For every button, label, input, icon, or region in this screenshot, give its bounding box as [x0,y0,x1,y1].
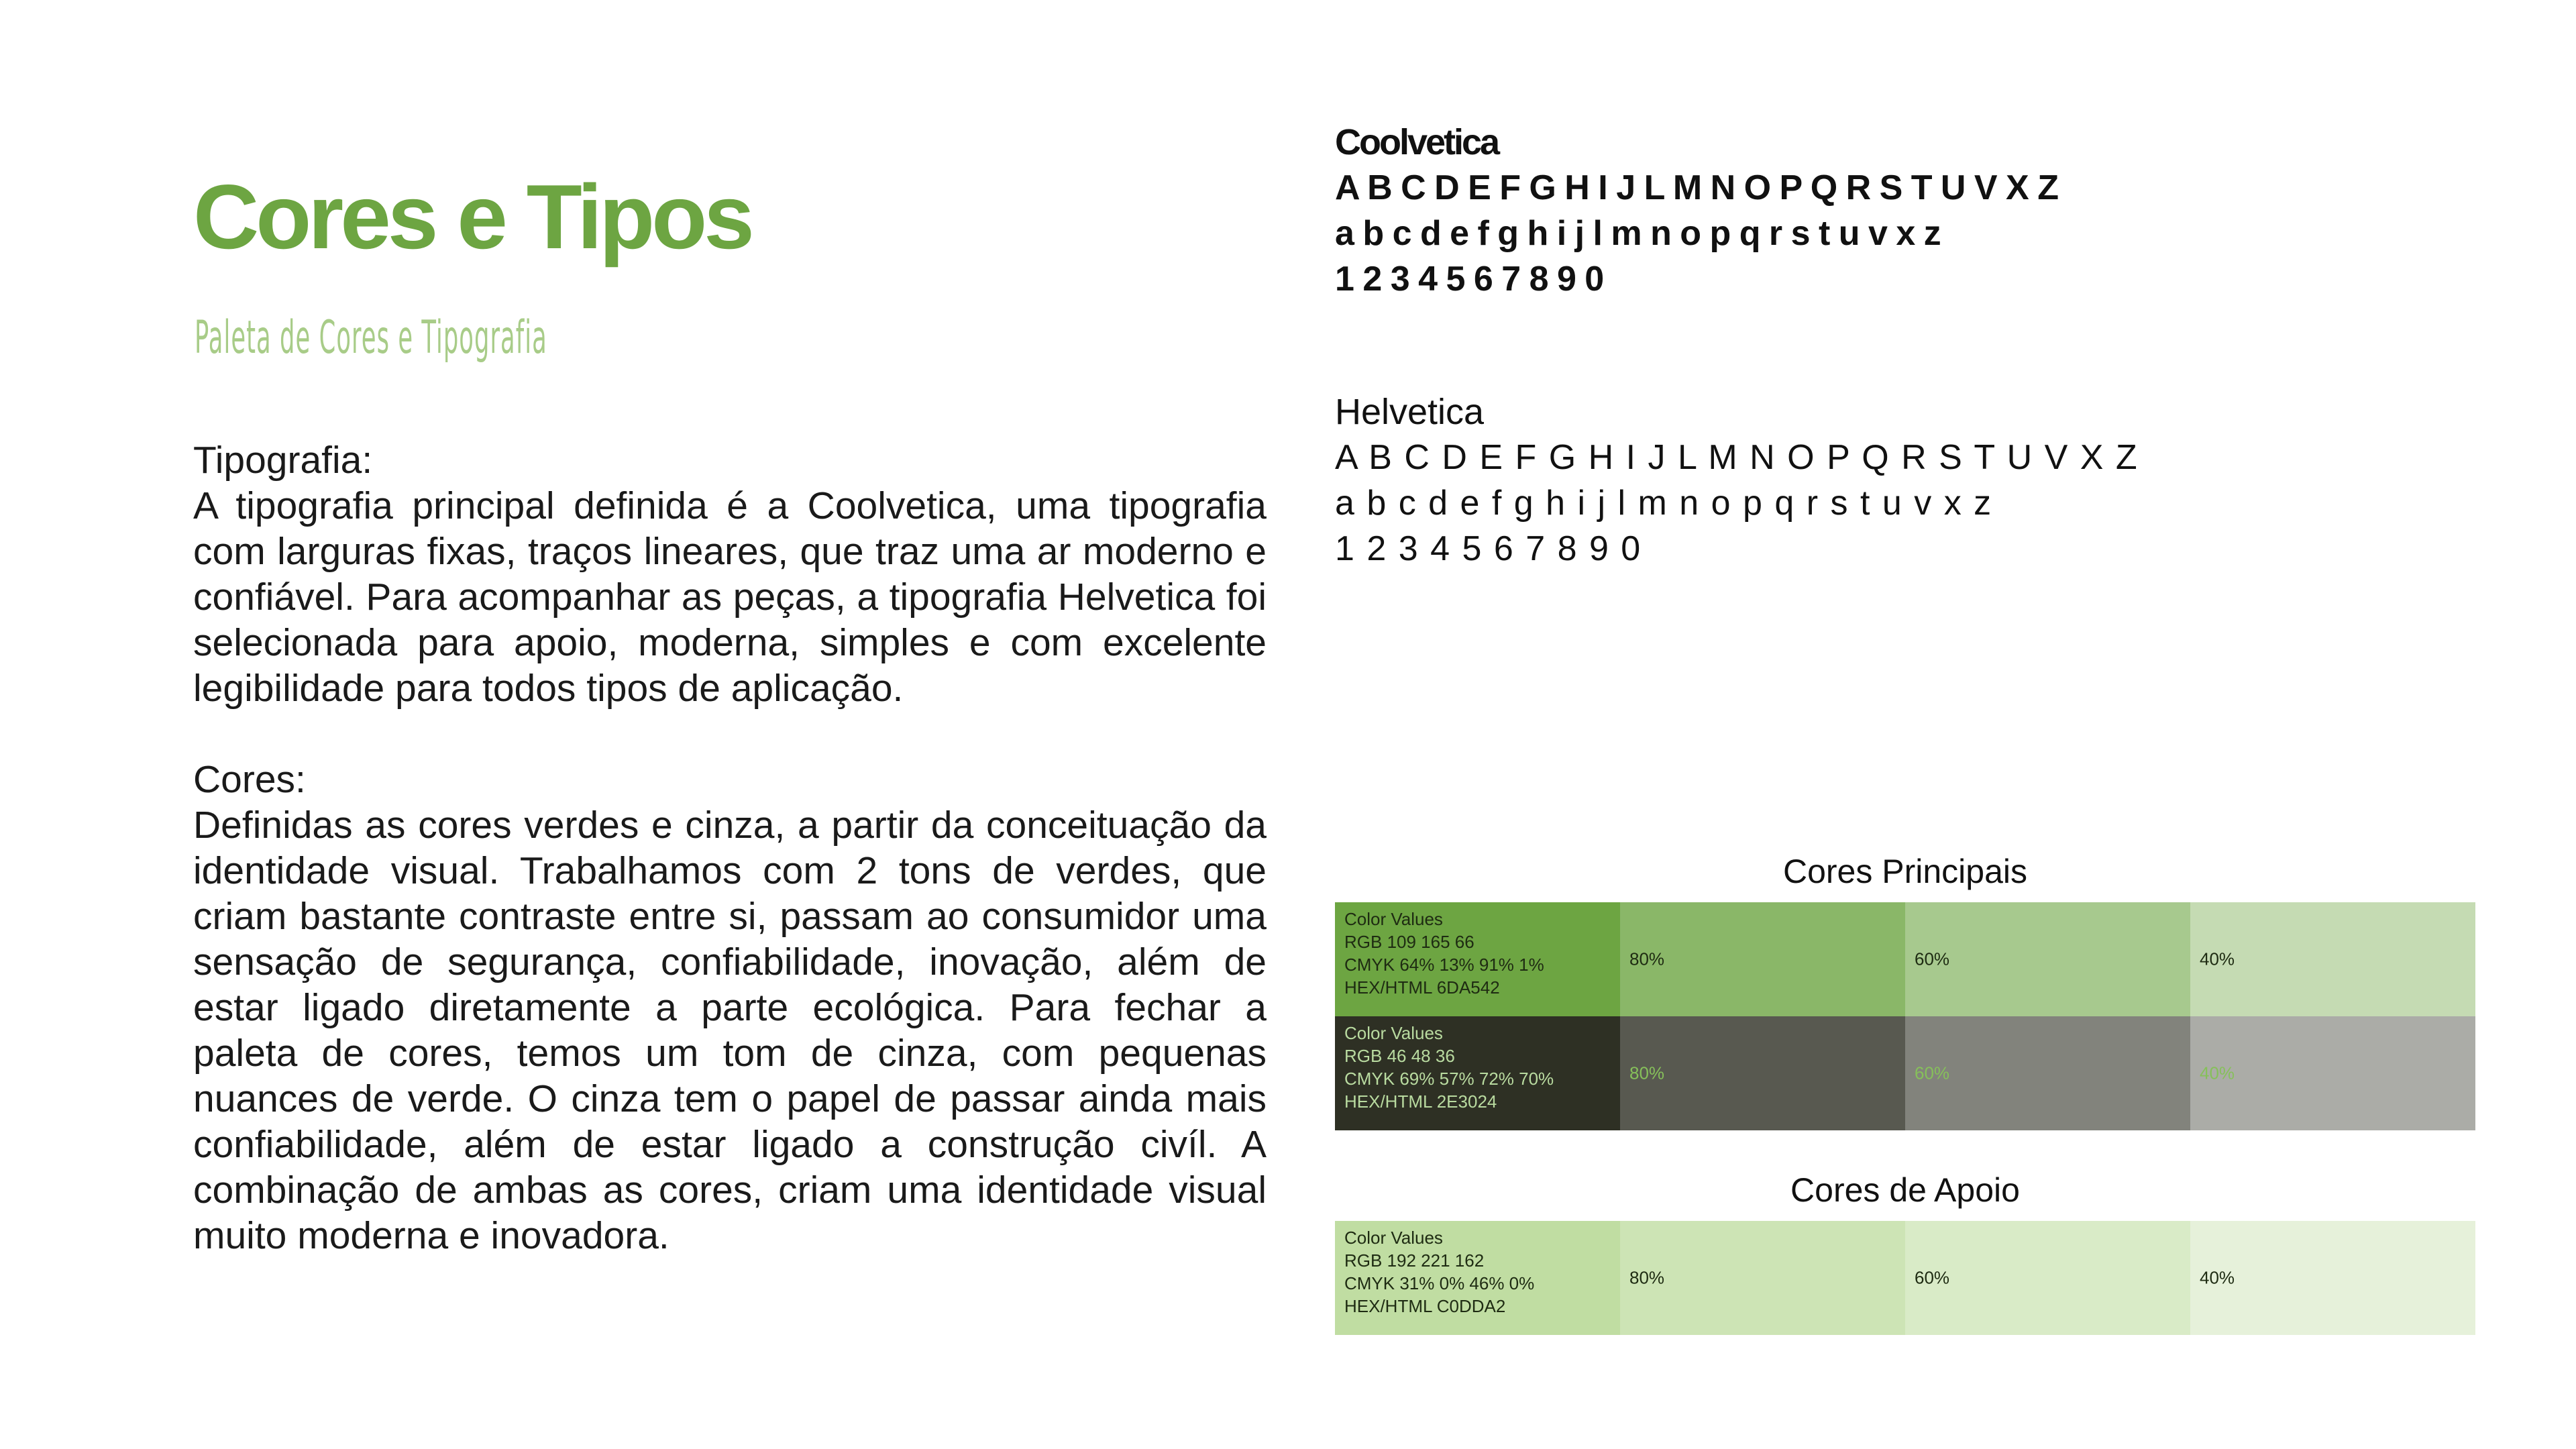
swatch-tint-80 [1620,902,1905,1016]
swatch-base [1335,1221,1620,1335]
tint-label: 80% [1629,949,1665,969]
color-row-grey [1335,1016,2475,1130]
secondary-font-name: Helvetica [1335,392,1485,432]
tint-label: 60% [1915,1267,1950,1288]
swatch-tint-60 [1905,1221,2190,1335]
description-text [193,437,1267,1258]
color-cmyk: CMYK 69% 57% 72% 70% [1344,1069,1554,1089]
typography-paragraph: A tipografia principal definida é a Coolvetica, uma tipografia com larguras fixas, traços lineares, que traz uma ar moderno e confiável. Para acompanhar as peças, a tipografia Helvetica foi selecionada para apoio, moderna, simples e com excelente legibilidade para todos tipos de aplicação. [193,484,1267,710]
typography-heading: Tipografia: [193,439,373,482]
secondary-font-lowercase: a b c d e f g h i j l m n o p q r s t u v x z [1335,484,1993,523]
tint-label: 60% [1915,949,1950,969]
colors-heading: Cores: [193,758,306,801]
color-rgb: RGB 109 165 66 [1344,932,1474,952]
color-rgb: RGB 192 221 162 [1344,1250,1485,1271]
primary-font-digits: 1 2 3 4 5 6 7 8 9 0 [1335,260,1604,299]
color-row-light-green [1335,1221,2475,1335]
swatch-tint-40 [2190,1221,2475,1335]
primary-font-specimen [1335,119,2058,302]
tint-label: 40% [2200,1267,2235,1288]
color-values [1335,1221,1620,1318]
colors-paragraph: Definidas as cores verdes e cinza, a partir da conceituação da identidade visual. Trabalhamos com 2 tons de verdes, que criam bastante contraste entre si, passam ao consumidor uma sensação de segurança, confiabilidade, inovação, além de estar ligado diretamente a parte ecológica. Para fechar a paleta de cores, temos um tom de cinza, com pequenas nuances de verde. O cinza tem o papel de passar ainda mais confiabilidade, além de estar ligado a construção civíl. A combinação de ambas as cores, criam uma identidade visual muito moderna e inovadora. [193,804,1267,1257]
swatch-tint-80 [1620,1221,1905,1335]
swatch-base [1335,902,1620,1016]
color-hex: HEX/HTML C0DDA2 [1344,1296,1506,1316]
tint-label: 60% [1915,1063,1950,1083]
secondary-font-digits: 1 2 3 4 5 6 7 8 9 0 [1335,529,1642,568]
primary-font-name: Coolvetica [1335,122,1499,162]
swatch-tint-40 [2190,902,2475,1016]
support-colors-title: Cores de Apoio [1790,1171,2020,1209]
swatch-tint-40 [2190,1016,2475,1130]
tint-label: 80% [1629,1267,1665,1288]
color-row-green [1335,902,2475,1016]
color-hex: HEX/HTML 6DA542 [1344,977,1500,998]
secondary-font-specimen [1335,389,2139,572]
swatch-base [1335,1016,1620,1130]
main-colors-title: Cores Principais [1782,853,2027,890]
secondary-font-uppercase: A B C D E F G H I J L M N O P Q R S T U V X Z [1335,438,2139,477]
color-hex: HEX/HTML 2E3024 [1344,1091,1497,1112]
color-values-label: Color Values [1344,1023,1443,1043]
page-subtitle: Paleta de Cores e Tipografia [195,311,547,364]
swatch-tint-80 [1620,1016,1905,1130]
swatch-tint-60 [1905,902,2190,1016]
color-values [1335,902,1620,999]
color-values-label: Color Values [1344,1228,1443,1248]
color-values [1335,1016,1620,1113]
color-cmyk: CMYK 31% 0% 46% 0% [1344,1273,1535,1293]
color-rgb: RGB 46 48 36 [1344,1046,1455,1066]
tint-label: 40% [2200,949,2235,969]
page-title: Cores e Tipos [193,166,751,268]
color-cmyk: CMYK 64% 13% 91% 1% [1344,955,1544,975]
tint-label: 40% [2200,1063,2235,1083]
swatch-tint-60 [1905,1016,2190,1130]
primary-font-lowercase: a b c d e f g h i j l m n o p q r s t u v x z [1335,214,1941,253]
tint-label: 80% [1629,1063,1665,1083]
primary-font-uppercase: A B C D E F G H I J L M N O P Q R S T U V X Z [1335,168,2058,207]
color-values-label: Color Values [1344,909,1443,929]
